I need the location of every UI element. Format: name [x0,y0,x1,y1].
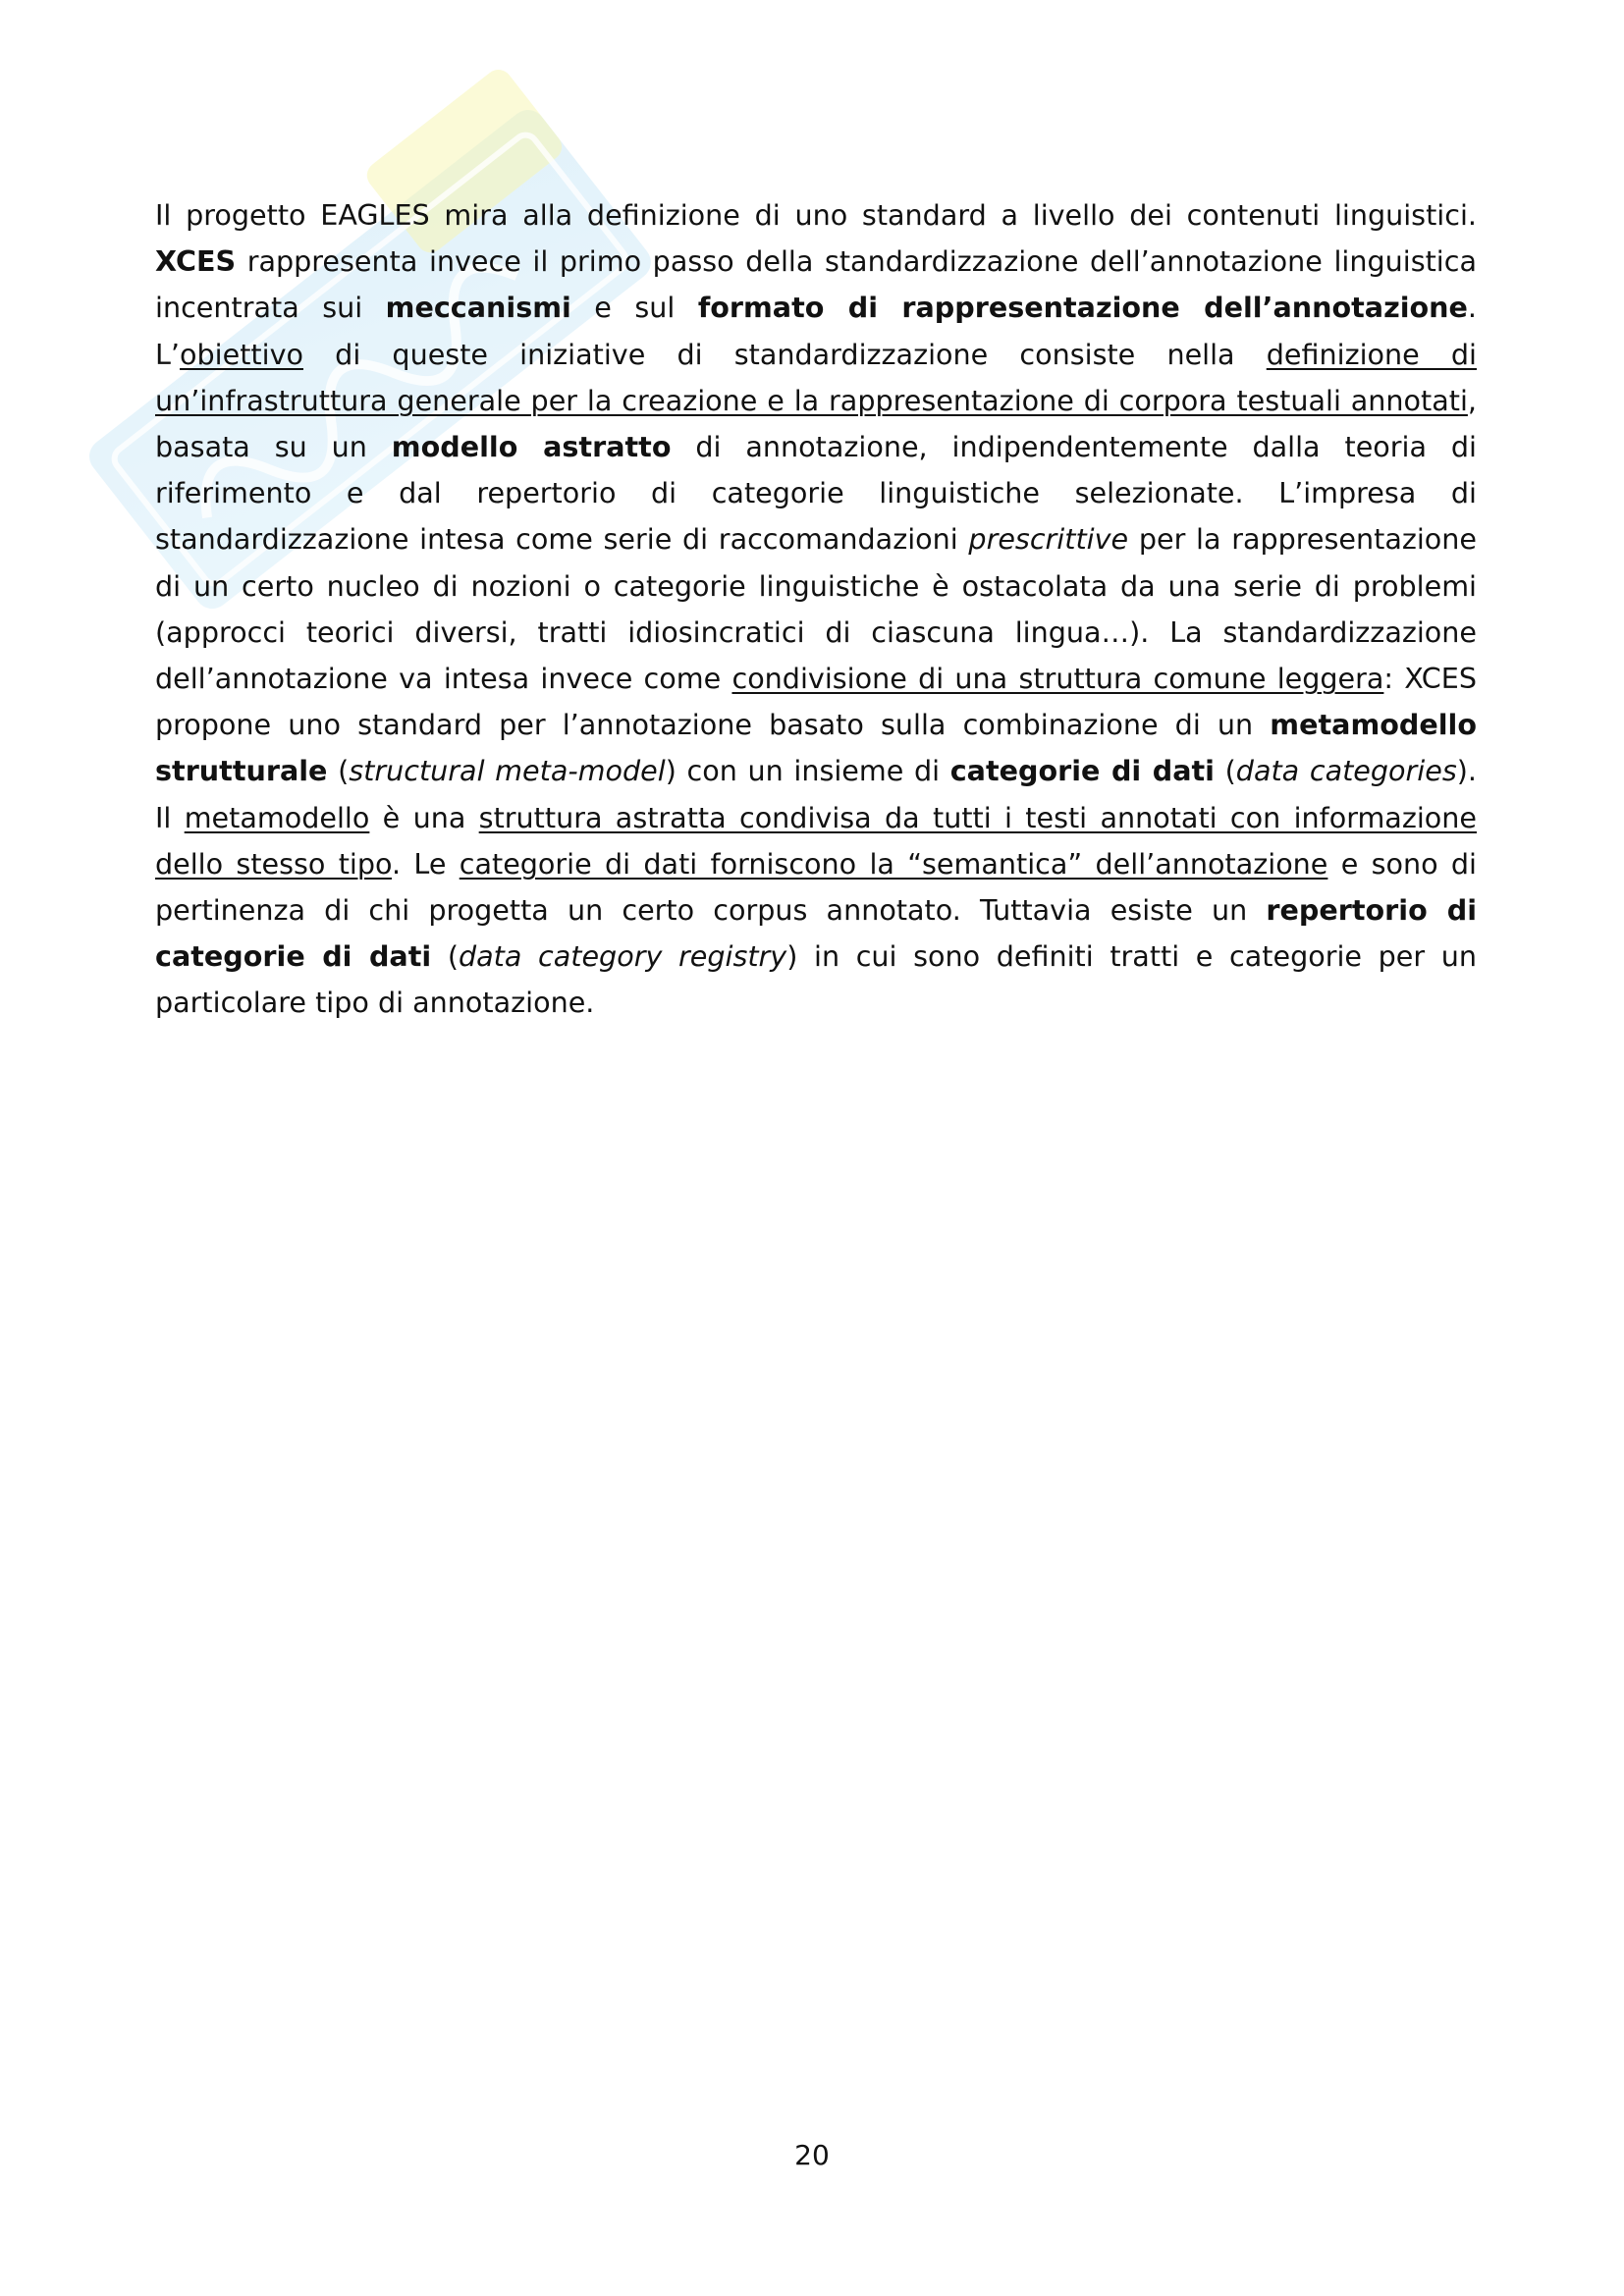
bold-term: formato di rappresentazione dell’annotazione [697,291,1468,325]
text-run: . Le [392,846,460,881]
italic-term: data category registry [458,939,787,974]
text-run: di annotazione, indipendentemente dalla teoria di riferimento e dal repertorio di categorie linguistiche selezionate. L’impresa di standardizzazione intesa come serie di raccomandazioni [155,430,1477,557]
text-run: ) con un insieme di [665,754,950,788]
bold-term: meccanismi [385,291,571,325]
text-run: ( [431,939,459,974]
text-run: . L’ [155,291,1477,371]
text-run: per la rappresentazione di un certo nucleo di nozioni o categorie linguistiche è ostacolata da una serie di problemi (approcci teorici diversi, tratti idiosincratici di ciascuna lingua…). La standardizzazione dell’annotazione va intesa invece come [155,522,1477,696]
italic-term: structural meta-model [349,754,666,788]
page-body [155,192,1477,1027]
bold-term: categorie di dati [949,754,1215,788]
bold-term: repertorio di categorie di dati [155,893,1477,974]
bold-term: metamodello strutturale [155,708,1477,788]
text-run: e sono di pertinenza di chi progetta un certo corpus annotato. Tuttavia esiste un [155,846,1477,928]
text-run: è una [369,800,479,834]
page-number: 20 [794,2139,830,2171]
bold-term: XCES [155,244,237,279]
text-run: rappresenta invece il primo passo della standardizzazione dell’annotazione linguistica incentrata sui [155,244,1477,325]
text-run: : XCES propone uno standard per l’annotazione basato sulla combinazione di un [155,662,1477,742]
underlined-phrase: definizione di un’infrastruttura generale per la creazione e la rappresentazione di corpora testuali annotati [155,337,1477,417]
italic-term: prescrittive [968,522,1129,557]
body-paragraph [155,192,1477,1027]
underlined-phrase: obiettivo [180,337,303,371]
text-run: ( [1214,754,1236,788]
text-run: ) in cui sono definiti tratti e categorie per un particolare tipo di annotazione. [155,939,1477,1020]
italic-term: data categories [1235,754,1457,788]
underlined-phrase: metamodello [184,800,370,834]
text-run: ( [327,754,350,788]
text-run: e sul [570,291,698,325]
underlined-phrase: struttura astratta condivisa da tutti i testi annotati con informazione dello stesso tipo [155,800,1477,881]
text-run: Il progetto EAGLES mira alla definizione di uno standard a livello dei contenuti linguistici. [155,198,1477,232]
underlined-phrase: condivisione di una struttura comune leggera [731,662,1384,696]
text-run: ). Il [155,754,1477,834]
underlined-phrase: categorie di dati forniscono la “semantica” dell’annotazione [459,846,1328,881]
text-run: di queste iniziative di standardizzazione consiste nella [303,337,1267,371]
text-run: , basata su un [155,383,1477,464]
bold-term: modello astratto [391,430,672,464]
